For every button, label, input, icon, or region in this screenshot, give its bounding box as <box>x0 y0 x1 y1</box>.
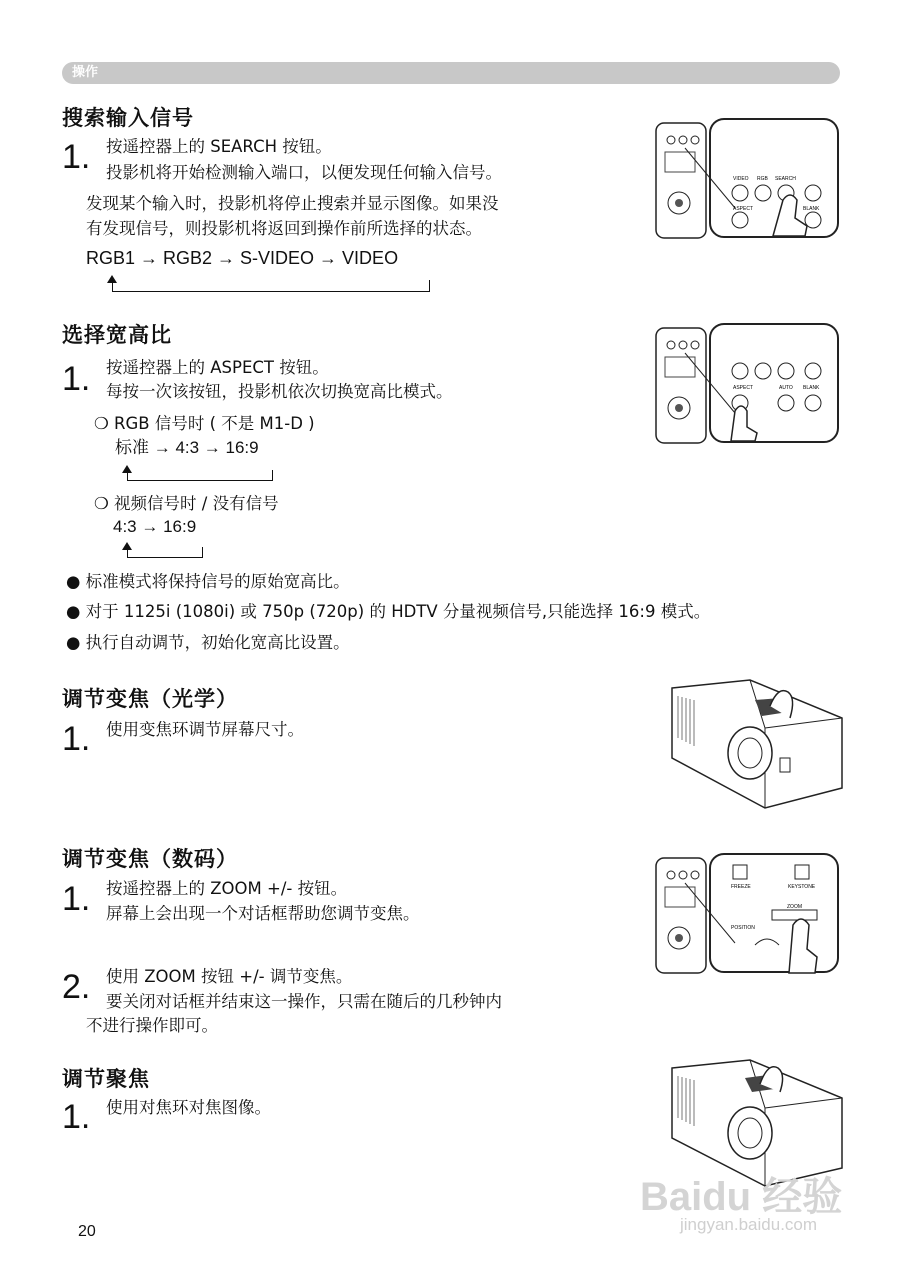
zoom-optical-step-number: 1. <box>62 720 91 758</box>
aspect-note-2: ● 对于 1125i (1080i) 或 750p (720p) 的 HDTV 分量视频信号,只能选择 16:9 模式。 <box>66 602 711 621</box>
focus-line-1: 使用对焦环对焦图像。 <box>106 1098 271 1117</box>
aspect-video-loop-arrow-icon <box>122 542 132 550</box>
search-line-1: 按遥控器上的 SEARCH 按钮。 <box>106 137 332 156</box>
auto-label: AUTO <box>779 385 793 391</box>
baidu-watermark-url: jingyan.baidu.com <box>680 1215 818 1234</box>
aspect-note-1: ● 标准模式将保持信号的原始宽高比。 <box>66 572 350 591</box>
aspect-option-rgb-sequence: 标准 → 4:3 → 16:9 <box>115 438 259 457</box>
search-sequence-loop-line <box>112 280 430 292</box>
zoom-digital-step1-line-1: 按遥控器上的 ZOOM +/- 按钮。 <box>106 879 348 898</box>
zoom-optical-section-title: 调节变焦（光学） <box>62 687 238 711</box>
zoom-digital-step2-line-1: 使用 ZOOM 按钮 +/- 调节变焦。 <box>106 967 353 986</box>
zoom-label: ZOOM <box>787 904 802 910</box>
search-label: SEARCH <box>775 176 796 182</box>
search-input-sequence: RGB1 → RGB2 → S-VIDEO → VIDEO <box>86 248 399 268</box>
baidu-watermark-logo: Baidu 经验 <box>640 1175 843 1219</box>
aspect-option-video-sequence: 4:3 → 16:9 <box>113 517 197 536</box>
freeze-label: FREEZE <box>731 884 751 890</box>
aspect-label: ASPECT <box>733 206 754 212</box>
blank-label-2: BLANK <box>803 385 820 391</box>
section-header-label: 操作 <box>72 65 99 80</box>
section-header-bar <box>62 62 840 84</box>
remote-search-illustration <box>655 118 840 243</box>
aspect-step-number: 1. <box>62 360 91 398</box>
search-loop-arrow-icon <box>107 275 117 283</box>
aspect-label-2: ASPECT <box>733 385 754 391</box>
zoom-optical-line-1: 使用变焦环调节屏幕尺寸。 <box>106 720 304 739</box>
focus-step-number: 1. <box>62 1098 91 1136</box>
zoom-digital-step2-line-3: 不进行操作即可。 <box>86 1016 218 1035</box>
zoom-digital-step1-number: 1. <box>62 880 91 918</box>
search-line-2: 投影机将开始检测输入端口，以便发现任何输入信号。 <box>106 163 502 182</box>
aspect-rgb-loop-arrow-icon <box>122 465 132 473</box>
video-label: VIDEO <box>733 176 749 182</box>
aspect-note-3: ● 执行自动调节，初始化宽高比设置。 <box>66 633 350 652</box>
search-section-title: 搜索输入信号 <box>62 106 194 130</box>
page-number: 20 <box>78 1223 96 1240</box>
aspect-option-video-label: ❍ 视频信号时 / 没有信号 <box>94 494 279 513</box>
aspect-section-title: 选择宽高比 <box>62 323 172 347</box>
search-line-4: 有发现信号，则投影机将返回到操作前所选择的状态。 <box>86 219 482 238</box>
keystone-label: KEYSTONE <box>788 884 816 890</box>
zoom-digital-step2-line-2: 要关闭对话框并结束这一操作，只需在随后的几秒钟内 <box>106 992 502 1011</box>
position-label: POSITION <box>731 925 755 931</box>
projector-zoom-illustration <box>670 678 845 813</box>
zoom-digital-step2-number: 2. <box>62 968 91 1006</box>
aspect-video-loop-line <box>127 547 203 558</box>
zoom-digital-step1-line-2: 屏幕上会出现一个对话框帮助您调节变焦。 <box>106 904 420 923</box>
zoom-digital-section-title: 调节变焦（数码） <box>62 847 238 871</box>
rgb-label: RGB <box>757 176 768 182</box>
aspect-option-rgb-label: ❍ RGB 信号时 ( 不是 M1-D ) <box>94 414 315 433</box>
focus-section-title: 调节聚焦 <box>62 1067 150 1091</box>
search-step-number: 1. <box>62 138 91 176</box>
aspect-line-1: 按遥控器上的 ASPECT 按钮。 <box>106 358 329 377</box>
aspect-line-2: 每按一次该按钮，投影机依次切换宽高比模式。 <box>106 382 453 401</box>
remote-aspect-illustration <box>655 323 840 448</box>
aspect-rgb-loop-line <box>127 470 273 481</box>
search-line-3: 发现某个输入时，投影机将停止搜索并显示图像。如果没 <box>86 194 499 213</box>
blank-label: BLANK <box>803 206 820 212</box>
remote-zoom-illustration <box>655 853 840 978</box>
